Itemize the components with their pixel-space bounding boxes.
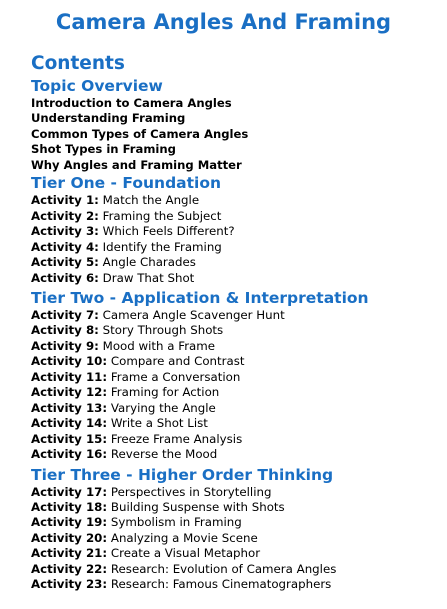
section-heading: Topic Overview xyxy=(31,77,163,95)
activity-title: Draw That Shot xyxy=(102,270,195,285)
activity-label: Activity 5: xyxy=(31,255,99,270)
section-heading: Tier One - Foundation xyxy=(31,174,222,193)
activity-label: Activity 22: xyxy=(31,561,108,576)
activity-list xyxy=(31,485,441,593)
activity-label: Activity 21: xyxy=(31,546,108,561)
activity-item xyxy=(31,416,441,431)
activity-item xyxy=(31,485,441,500)
activity-label: Activity 6: xyxy=(31,270,99,285)
activity-title: Building Suspense with Shots xyxy=(110,499,285,514)
activity-label: Activity 3: xyxy=(31,224,99,239)
activity-list xyxy=(31,308,441,463)
activity-item xyxy=(31,255,441,270)
section-heading: Tier Two - Application & Interpretation xyxy=(31,288,369,307)
topic-item: Introduction to Camera Angles xyxy=(31,96,232,110)
activity-label: Activity 16: xyxy=(31,447,108,462)
activity-title: Reverse the Mood xyxy=(110,447,218,462)
activity-item xyxy=(31,370,441,385)
activity-title: Perspectives in Storytelling xyxy=(110,484,272,499)
activity-label: Activity 23: xyxy=(31,577,108,592)
activity-title: Identify the Framing xyxy=(102,239,222,254)
activity-item xyxy=(31,432,441,447)
activity-title: Which Feels Different? xyxy=(102,224,235,239)
activity-item xyxy=(31,500,441,515)
activity-title: Framing the Subject xyxy=(102,208,222,223)
activity-title: Create a Visual Metaphor xyxy=(110,546,261,561)
activity-item xyxy=(31,447,441,462)
activity-title: Freeze Frame Analysis xyxy=(110,431,243,446)
section-tier-2 xyxy=(31,288,441,463)
activity-label: Activity 9: xyxy=(31,338,99,353)
activity-label: Activity 1: xyxy=(31,193,99,208)
activity-label: Activity 10: xyxy=(31,354,108,369)
activity-title: Compare and Contrast xyxy=(110,354,245,369)
activity-title: Symbolism in Framing xyxy=(110,515,242,530)
activity-label: Activity 18: xyxy=(31,499,108,514)
topic-item: Common Types of Camera Angles xyxy=(31,126,249,141)
topic-item: Shot Types in Framing xyxy=(31,142,176,157)
activity-list xyxy=(31,193,441,286)
activity-label: Activity 12: xyxy=(31,385,108,400)
activity-title: Varying the Angle xyxy=(110,400,216,415)
activity-title: Angle Charades xyxy=(102,255,196,270)
document-title: Camera Angles And Framing xyxy=(55,10,392,34)
activity-label: Activity 13: xyxy=(31,400,108,415)
activity-title: Mood with a Frame xyxy=(102,338,216,353)
activity-title: Write a Shot List xyxy=(110,416,208,431)
topic-item: Understanding Framing xyxy=(31,111,186,126)
activity-item xyxy=(31,209,441,224)
section-tier-1 xyxy=(31,173,441,286)
activity-item xyxy=(31,515,441,530)
activity-title: Match the Angle xyxy=(102,193,200,208)
activity-label: Activity 7: xyxy=(31,307,99,322)
activity-label: Activity 19: xyxy=(31,515,108,530)
section-topic-overview xyxy=(31,76,441,173)
tiers-container xyxy=(31,173,441,592)
activity-title: Frame a Conversation xyxy=(110,369,241,384)
activity-item xyxy=(31,323,441,338)
activity-item xyxy=(31,354,441,369)
activity-item xyxy=(31,546,441,561)
table-of-contents xyxy=(31,76,441,593)
activity-label: Activity 17: xyxy=(31,484,108,499)
topic-item: Why Angles and Framing Matter xyxy=(31,157,242,172)
activity-title: Research: Famous Cinematographers xyxy=(110,577,332,592)
activity-label: Activity 11: xyxy=(31,369,108,384)
activity-label: Activity 14: xyxy=(31,416,108,431)
activity-label: Activity 8: xyxy=(31,323,99,338)
activity-title: Story Through Shots xyxy=(102,323,224,338)
topic-list xyxy=(31,96,441,173)
activity-item xyxy=(31,562,441,577)
activity-item xyxy=(31,271,441,286)
activity-item xyxy=(31,240,441,255)
activity-title: Camera Angle Scavenger Hunt xyxy=(102,307,285,322)
activity-item xyxy=(31,385,441,400)
activity-label: Activity 4: xyxy=(31,239,99,254)
activity-item xyxy=(31,308,441,323)
activity-title: Analyzing a Movie Scene xyxy=(110,530,258,545)
activity-item xyxy=(31,193,441,208)
activity-title: Framing for Action xyxy=(110,385,220,400)
activity-title: Research: Evolution of Camera Angles xyxy=(110,561,337,576)
section-heading: Tier Three - Higher Order Thinking xyxy=(31,465,334,484)
contents-heading: Contents xyxy=(31,53,125,74)
activity-item xyxy=(31,339,441,354)
activity-item xyxy=(31,531,441,546)
activity-label: Activity 20: xyxy=(31,530,108,545)
activity-item xyxy=(31,401,441,416)
section-tier-3 xyxy=(31,465,441,593)
activity-label: Activity 2: xyxy=(31,208,99,223)
activity-item xyxy=(31,577,441,592)
activity-item xyxy=(31,224,441,239)
activity-label: Activity 15: xyxy=(31,431,108,446)
